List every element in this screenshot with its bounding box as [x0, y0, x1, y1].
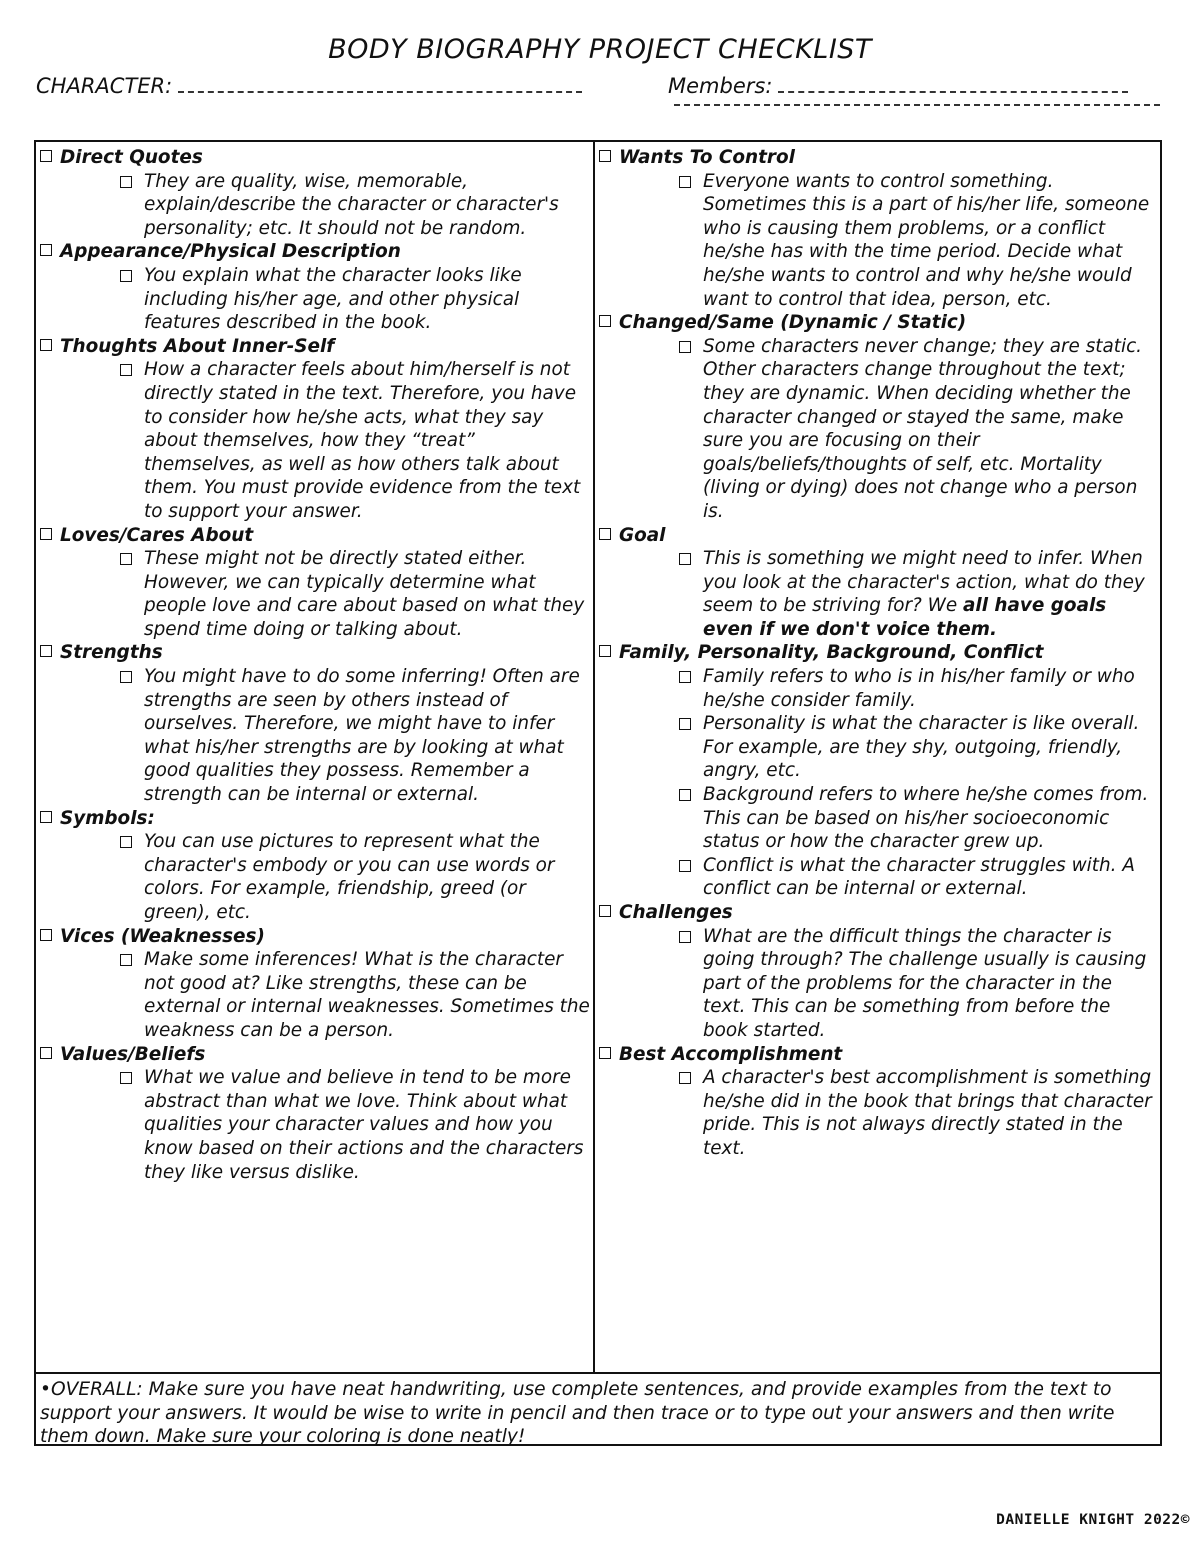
item-text: They are quality, wise, memorable, explain/describe the character or character's personality; etc. It should not be random. [144, 170, 559, 239]
checkbox-icon[interactable] [599, 1047, 611, 1059]
item-text: This is something we might need to infer. When you look at the character's action, what do they seem to be striving for? We [703, 548, 1145, 617]
section-challenges [599, 901, 1159, 1043]
checkbox-icon[interactable] [599, 315, 611, 327]
members-blank-line [778, 75, 1128, 93]
checklist-item [599, 170, 1159, 312]
checklist-item [40, 830, 592, 924]
checklist-item [599, 547, 1159, 641]
item-text: These might not be directly stated either. However, we can typically determine what people love and care about based on what they spend time doing or talking about. [144, 548, 585, 640]
overall-divider [36, 1372, 1160, 1374]
checklist-box [34, 140, 1162, 1446]
checklist-item [40, 1066, 592, 1184]
section-title: Strengths [60, 642, 163, 664]
section-appearance [40, 240, 592, 334]
checkbox-icon[interactable] [40, 150, 52, 162]
section-title: Values/Beliefs [60, 1043, 206, 1065]
checklist-item [599, 783, 1159, 854]
checkbox-icon[interactable] [120, 671, 132, 683]
item-text: Family refers to who is in his/her family or who he/she consider family. [703, 666, 1135, 711]
item-text: You might have to do some inferring! Often are strengths are seen by others instead of ourselves. Therefore, we might have to infer what his/her strengths are by looking at what good qualities they possess. Remember a strength can be internal or external. [144, 666, 580, 806]
checklist-item [40, 170, 592, 241]
author-credit: DANIELLE KNIGHT 2022© [996, 1512, 1190, 1528]
checkbox-icon[interactable] [679, 860, 691, 872]
section-title: Thoughts About Inner-Self [60, 335, 335, 357]
checkbox-icon[interactable] [120, 364, 132, 376]
checkbox-icon[interactable] [120, 176, 132, 188]
checklist-item [40, 547, 592, 641]
section-title: Vices (Weaknesses) [60, 925, 265, 947]
item-text: Some characters never change; they are static. Other characters change throughout the text; they are dynamic. When deciding whether the character changed or stayed the same, make sure you are focusing on their goals/beliefs/thoughts of self, etc. Mortality (living or dying) does not change who a person is. [703, 335, 1143, 522]
section-strengths [40, 641, 592, 806]
checkbox-icon[interactable] [679, 931, 691, 943]
checkbox-icon[interactable] [679, 1072, 691, 1084]
page-title: BODY BIOGRAPHY PROJECT CHECKLIST [328, 34, 872, 65]
checkbox-icon[interactable] [679, 553, 691, 565]
item-text: A character's best accomplishment is something he/she did in the book that brings that character pride. This is not always directly stated in the text. [703, 1067, 1152, 1159]
checkbox-icon[interactable] [120, 1072, 132, 1084]
section-vices [40, 925, 592, 1043]
section-title: Direct Quotes [60, 147, 203, 168]
checkbox-icon[interactable] [40, 339, 52, 351]
item-text: You can use pictures to represent what the character's embody or you can use words or colors. For example, friendship, greed (or green), etc. [144, 831, 555, 923]
checkbox-icon[interactable] [599, 150, 611, 162]
section-title: Appearance/Physical Description [60, 241, 401, 263]
checkbox-icon[interactable] [679, 789, 691, 801]
right-column [599, 146, 1159, 1161]
section-changed-same [599, 311, 1159, 523]
checklist-item [40, 358, 592, 523]
checkbox-icon[interactable] [679, 671, 691, 683]
section-title: Changed/Same (Dynamic / Static) [619, 312, 967, 334]
checklist-item [599, 854, 1159, 901]
item-text: Conflict is what the character struggles with. A conflict can be internal or external. [703, 854, 1135, 900]
members-field[interactable] [668, 74, 1128, 98]
section-best-accomplishment [599, 1043, 1159, 1161]
checklist-item [599, 712, 1159, 783]
item-text: What are the difficult things the character is going through? The challenge usually is causing part of the problems for the character in the text. This can be something from before the book started. [703, 925, 1147, 1041]
section-title: Goal [619, 524, 666, 546]
section-title: Challenges [619, 902, 733, 923]
checkbox-icon[interactable] [120, 553, 132, 565]
item-text: Make some inferences! What is the character not good at? Like strengths, these can be external or internal weaknesses. Sometimes the weakness can be a person. [144, 949, 590, 1041]
checkbox-icon[interactable] [40, 528, 52, 540]
section-inner-self [40, 335, 592, 524]
section-wants-to-control [599, 146, 1159, 311]
section-title: Family, Personality, Background, Conflict [619, 642, 1044, 664]
character-field[interactable] [36, 74, 582, 98]
column-divider [593, 142, 595, 1372]
checkbox-icon[interactable] [120, 954, 132, 966]
item-text: What we value and believe in tend to be more abstract than what we love. Think about what qualities your character values and how you know based on their actions and the characters they like versus dislike. [144, 1067, 584, 1183]
checkbox-icon[interactable] [599, 905, 611, 917]
checklist-item [40, 665, 592, 807]
section-symbols [40, 807, 592, 925]
checkbox-icon[interactable] [679, 718, 691, 730]
checklist-item [599, 925, 1159, 1043]
checkbox-icon[interactable] [120, 836, 132, 848]
section-title: Loves/Cares About [60, 524, 254, 546]
item-text: How a character feels about him/herself is not directly stated in the text. Therefore, you have to consider how he/she acts, what they say about themselves, how they “treat” themselves, as well as how others talk about them. You must provide evidence from the text to support your answer. [144, 359, 581, 522]
overall-note: •OVERALL: Make sure you have neat handwriting, use complete sentences, and provide examples from the text to support your answers. It would be wise to write in pencil and then trace or to type out your answers and then write them down. Make sure your coloring is done neatly! [40, 1379, 1115, 1448]
checkbox-icon[interactable] [40, 929, 52, 941]
checkbox-icon[interactable] [679, 176, 691, 188]
section-loves [40, 524, 592, 642]
checkbox-icon[interactable] [40, 1047, 52, 1059]
checkbox-icon[interactable] [679, 341, 691, 353]
left-column [40, 146, 592, 1184]
checkbox-icon[interactable] [599, 528, 611, 540]
checkbox-icon[interactable] [599, 645, 611, 657]
members-label: Members: [668, 74, 773, 98]
item-text: Everyone wants to control something. Sometimes this is a part of his/her life, someone who is causing them problems, or a conflict he/she has with the time period. Decide what he/she wants to control and why he/she would want to control that idea, person, etc. [703, 170, 1150, 310]
checkbox-icon[interactable] [40, 645, 52, 657]
section-goal [599, 524, 1159, 642]
section-family-personality [599, 641, 1159, 901]
members-blank-line-2[interactable] [674, 104, 1160, 106]
item-text: Personality is what the character is like overall. For example, are they shy, outgoing, friendly, angry, etc. [703, 713, 1140, 782]
character-label: CHARACTER: [36, 74, 173, 98]
section-title: Wants To Control [619, 147, 795, 168]
section-values [40, 1043, 592, 1185]
checklist-item [40, 264, 592, 335]
checkbox-icon[interactable] [40, 811, 52, 823]
checklist-item [40, 948, 592, 1042]
character-blank-line [178, 75, 582, 93]
item-text: Background refers to where he/she comes from. This can be based on his/her socioeconomic status or how the character grew up. [703, 784, 1149, 853]
checkbox-icon[interactable] [120, 270, 132, 282]
item-text: You explain what the character looks like including his/her age, and other physical features described in the book. [144, 264, 522, 334]
section-title: Best Accomplishment [619, 1043, 843, 1065]
item-text-bold: all have goals even if we don't voice them. [703, 595, 1107, 640]
checklist-item [599, 665, 1159, 712]
checklist-item [599, 1066, 1159, 1160]
section-direct-quotes [40, 146, 592, 240]
checkbox-icon[interactable] [40, 244, 52, 256]
checklist-item [599, 335, 1159, 524]
section-title: Symbols: [60, 807, 155, 829]
